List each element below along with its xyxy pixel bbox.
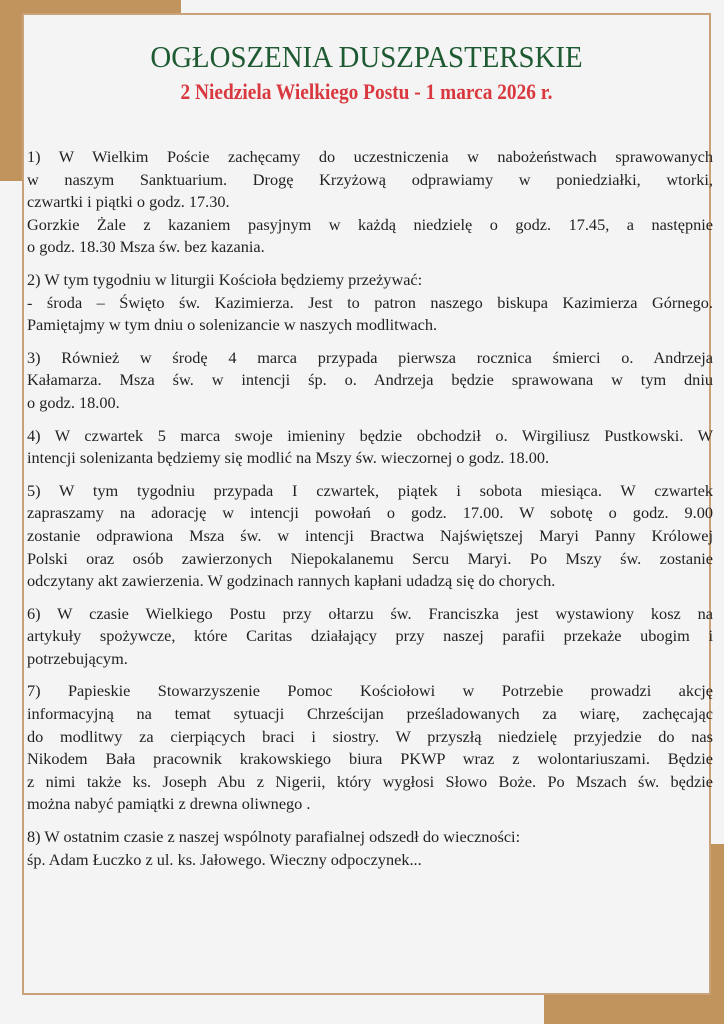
announcement-line: Polski oraz osób zawierzonych Niepokalanemu Sercu Maryi. Po Mszy św. zostanie xyxy=(27,548,713,568)
announcement-line: Pamiętajmy w tym dniu o solenizancie w naszych modlitwach. xyxy=(27,315,438,335)
announcement-5 xyxy=(27,480,713,593)
announcement-line: intencji solenizanta będziemy się modlić na Mszy św. wieczornej o godz. 18.00. xyxy=(27,448,550,468)
announcement-line: - środa – Święto św. Kazimierza. Jest to patron naszego biskupa Kazimierza Górnego. xyxy=(27,292,713,312)
announcement-line: odczytany akt zawierzenia. W godzinach rannych kapłani udadzą się do chorych. xyxy=(27,571,556,591)
announcement-line: 5) W tym tygodniu przypada I czwartek, piątek i sobota miesiąca. W czwartek xyxy=(27,480,713,500)
announcement-line: informacyjną na temat sytuacji Chrześcijan prześladowanych za wiarę, zachęcając xyxy=(27,704,713,724)
page-title: OGŁOSZENIA DUSZPASTERSKIE xyxy=(150,39,583,74)
announcement-line: 7) Papieskie Stowarzyszenie Pomoc Kościołowi w Potrzebie prowadzi akcję xyxy=(27,681,713,701)
announcements-card xyxy=(22,13,711,995)
announcement-line: w naszym Sanktuarium. Drogę Krzyżową odprawiamy w poniedziałki, wtorki, xyxy=(27,169,713,189)
announcement-line: 6) W czasie Wielkiego Postu przy ołtarzu św. Franciszka jest wystawiony kosz na xyxy=(27,603,713,623)
announcement-4 xyxy=(27,425,713,470)
announcements-body xyxy=(27,146,713,881)
announcement-line: śp. Adam Łuczko z ul. ks. Jałowego. Wieczny odpoczynek... xyxy=(27,849,422,869)
announcement-line: o godz. 18.30 Msza św. bez kazania. xyxy=(27,237,265,257)
announcement-8 xyxy=(27,826,713,871)
announcement-line: 1) W Wielkim Poście zachęcamy do uczestniczenia w nabożeństwach sprawowanych xyxy=(27,147,713,166)
announcement-line: potrzebującym. xyxy=(27,648,128,668)
announcement-2 xyxy=(27,269,713,337)
announcement-line: Nikodem Bała pracownik krakowskiego biura PKWP wraz z wolontariuszami. Będzie xyxy=(27,749,713,769)
announcement-line: Kałamarza. Msza św. w intencji śp. o. Andrzeja będzie sprawowana w tym dniu xyxy=(27,370,713,390)
announcement-line: 4) W czwartek 5 marca swoje imieniny będzie obchodził o. Wirgiliusz Pustkowski. W xyxy=(27,425,713,445)
announcement-line: można nabyć pamiątki z drewna oliwnego . xyxy=(27,794,311,814)
announcement-line: Gorzkie Żale z kazaniem pasyjnym w każdą niedzielę o godz. 17.45, a następnie xyxy=(27,214,713,234)
announcement-line: zapraszamy na adorację w intencji powołań o godz. 17.00. W sobotę o godz. 9.00 xyxy=(27,503,713,523)
announcement-7 xyxy=(27,680,713,816)
announcement-line: 8) W ostatnim czasie z naszej wspólnoty parafialnej odszedł do wieczności: xyxy=(27,827,521,847)
announcement-line: 3) Również w środę 4 marca przypada pierwsza rocznica śmierci o. Andrzeja xyxy=(27,347,713,367)
announcement-line: zostanie odprawiona Msza św. w intencji Bractwa Najświętszej Maryi Panny Królowej xyxy=(27,525,713,545)
page-subtitle: 2 Niedziela Wielkiego Postu - 1 marca 2026 r. xyxy=(180,79,553,104)
announcement-line: z nimi także ks. Joseph Abu z Nigerii, który wygłosi Słowo Boże. Po Mszach św. będzie xyxy=(27,771,713,791)
announcement-line: czwartki i piątki o godz. 17.30. xyxy=(27,192,230,212)
announcement-3 xyxy=(27,347,713,415)
announcement-1 xyxy=(27,146,713,259)
announcement-line: do modlitwy za cierpiących braci i siostry. W przyszłą niedzielę przyjedzie do nas xyxy=(27,726,713,746)
announcement-line: o godz. 18.00. xyxy=(27,392,120,412)
announcement-line: artykuły spożywcze, które Caritas działający przy naszej parafii przekaże ubogim i xyxy=(27,626,713,646)
announcement-line: 2) W tym tygodniu w liturgii Kościoła będziemy przeżywać: xyxy=(27,269,423,289)
announcement-6 xyxy=(27,603,713,671)
